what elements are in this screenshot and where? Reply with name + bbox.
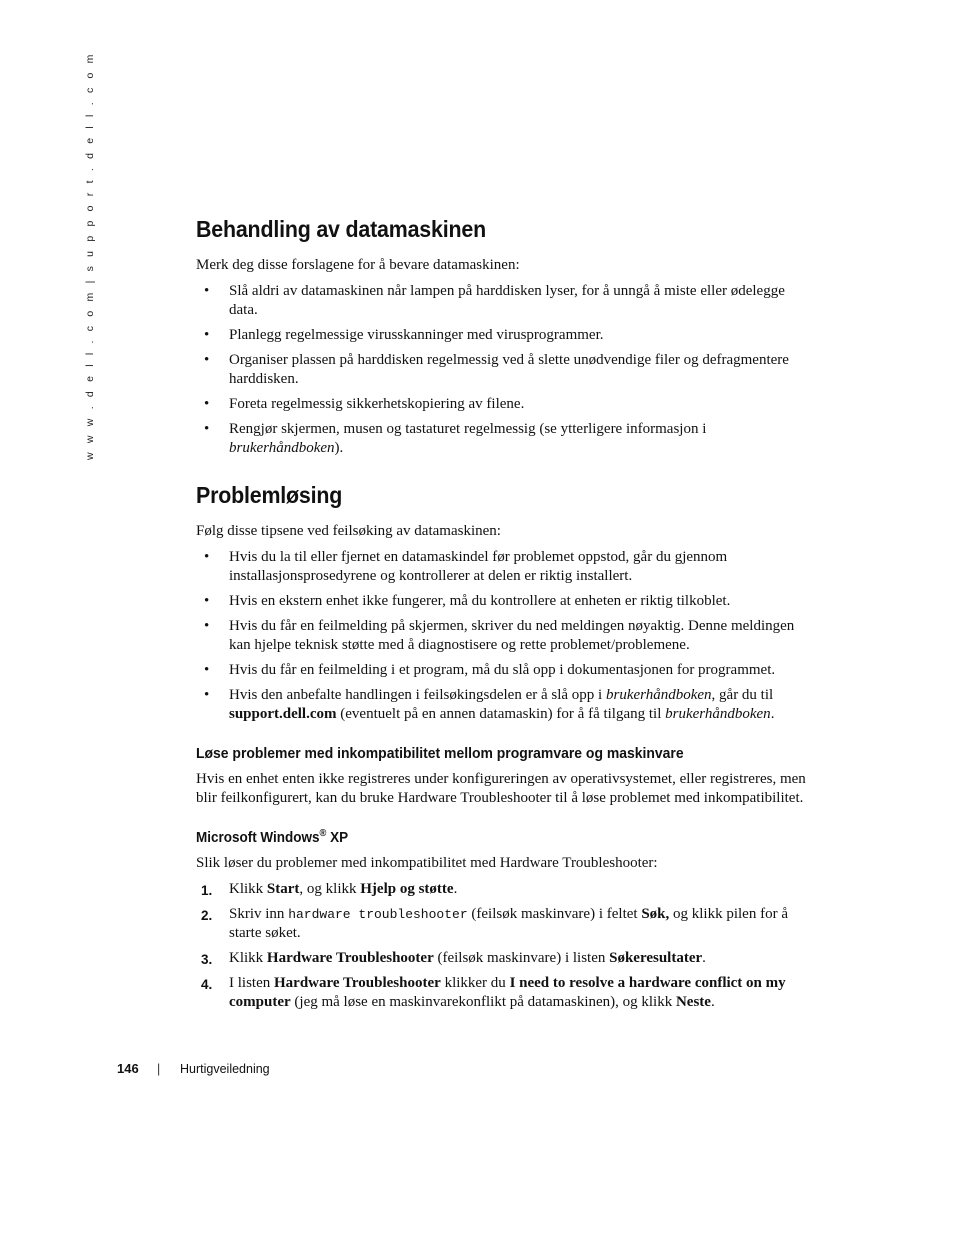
footer-separator: |	[157, 1061, 161, 1076]
subsection-title-winxp: Microsoft Windows® XP	[196, 828, 349, 846]
section-title-maintenance: Behandling av datamaskinen	[196, 216, 486, 242]
list-item	[196, 420, 816, 458]
step-number: 1.	[201, 883, 213, 898]
list-item: • Foreta regelmessig sikkerhetskopiering av filene.	[196, 395, 816, 414]
page-number: 146	[117, 1061, 139, 1076]
page-footer	[117, 1061, 270, 1076]
subsection-title-incompatibility: Løse problemer med inkompatibilitet mellom programvare og maskinvare	[196, 745, 684, 762]
list-item-text: .	[770, 706, 775, 722]
list-item: 3. Klikk Hardware Troubleshooter (feilsøk maskinvare) i listen Søkeresultater.	[201, 950, 706, 967]
code-text: hardware troubleshooter	[288, 907, 468, 922]
list-item: • Organiser plassen på harddisken regelmessig ved å slette unødvendige filer og defragmentere harddisken.	[196, 351, 816, 389]
list-item-text: Hvis den anbefalte handlingen i feilsøkingsdelen er å slå opp i	[229, 687, 606, 703]
page-content	[196, 214, 816, 1018]
list-item-text: Rengjør skjermen, musen og tastaturet regelmessig (se ytterligere informasjon i	[229, 421, 707, 437]
manual-reference: brukerhåndboken	[229, 440, 335, 456]
sidebar-url: w w w . d e l l . c o m | s u p p o r t . d e l l . c o m	[84, 51, 96, 460]
list-item: • Slå aldri av datamaskinen når lampen på harddisken lyser, for å unngå å miste eller ødelegge data.	[196, 282, 816, 320]
step-number: 4.	[201, 977, 213, 992]
incompatibility-text: Hvis en enhet enten ikke registreres under konfigureringen av operativsystemet, eller registreres, men blir feilkonfigurert, kan du bruke Hardware Troubleshooter til å løse problemet med inkompatibilitet.	[196, 771, 806, 806]
maintenance-intro: Merk deg disse forslagene for å bevare datamaskinen:	[196, 257, 520, 273]
footer-title: Hurtigveiledning	[180, 1061, 270, 1076]
list-item: 1. Klikk Start, og klikk Hjelp og støtte.	[201, 881, 458, 898]
list-item-text: ).	[334, 440, 344, 456]
support-link[interactable]: support.dell.com	[229, 706, 337, 722]
step-number: 2.	[201, 908, 213, 923]
maintenance-list	[196, 282, 816, 458]
list-item: • Planlegg regelmessige virusskanninger med virusprogrammer.	[196, 326, 816, 345]
section-title-troubleshooting: Problemløsing	[196, 482, 343, 508]
list-item-text: (eventuelt på en annen datamaskin) for å få tilgang til	[336, 706, 666, 722]
list-item: 2. Skriv inn hardware troubleshooter (feilsøk maskinvare) i feltet Søk, og klikk pilen for å starte søket.	[201, 906, 788, 941]
list-item: • Hvis en ekstern enhet ikke fungerer, må du kontrollere at enheten er riktig tilkoblet.	[196, 592, 816, 611]
winxp-intro: Slik løser du problemer med inkompatibilitet med Hardware Troubleshooter:	[196, 855, 658, 871]
troubleshooting-intro: Følg disse tipsene ved feilsøking av datamaskinen:	[196, 523, 501, 539]
troubleshooting-list	[196, 548, 816, 724]
list-item: 4. I listen Hardware Troubleshooter klikker du I need to resolve a hardware conflict on my computer (jeg må løse en maskinvarekonflikt på datamaskinen), og klikk Neste.	[201, 975, 786, 1010]
steps-list	[196, 880, 816, 1012]
step-number: 3.	[201, 952, 213, 967]
list-item: • Hvis du la til eller fjernet en datamaskindel før problemet oppstod, går du gjennom installasjonsprosedyrene og kontrollerer at delen er riktig installert.	[196, 548, 816, 586]
list-item: • Hvis du får en feilmelding i et program, må du slå opp i dokumentasjonen for programmet.	[196, 661, 816, 680]
manual-reference: brukerhåndboken	[665, 706, 771, 722]
list-item-text: , går du til	[711, 687, 774, 703]
list-item: • Hvis du får en feilmelding på skjermen, skriver du ned meldingen nøyaktig. Denne meldingen kan hjelpe teknisk støtte med å diagnostisere og rette problemet/problemene.	[196, 617, 816, 655]
manual-reference: brukerhåndboken	[605, 687, 712, 703]
list-item	[196, 686, 816, 724]
